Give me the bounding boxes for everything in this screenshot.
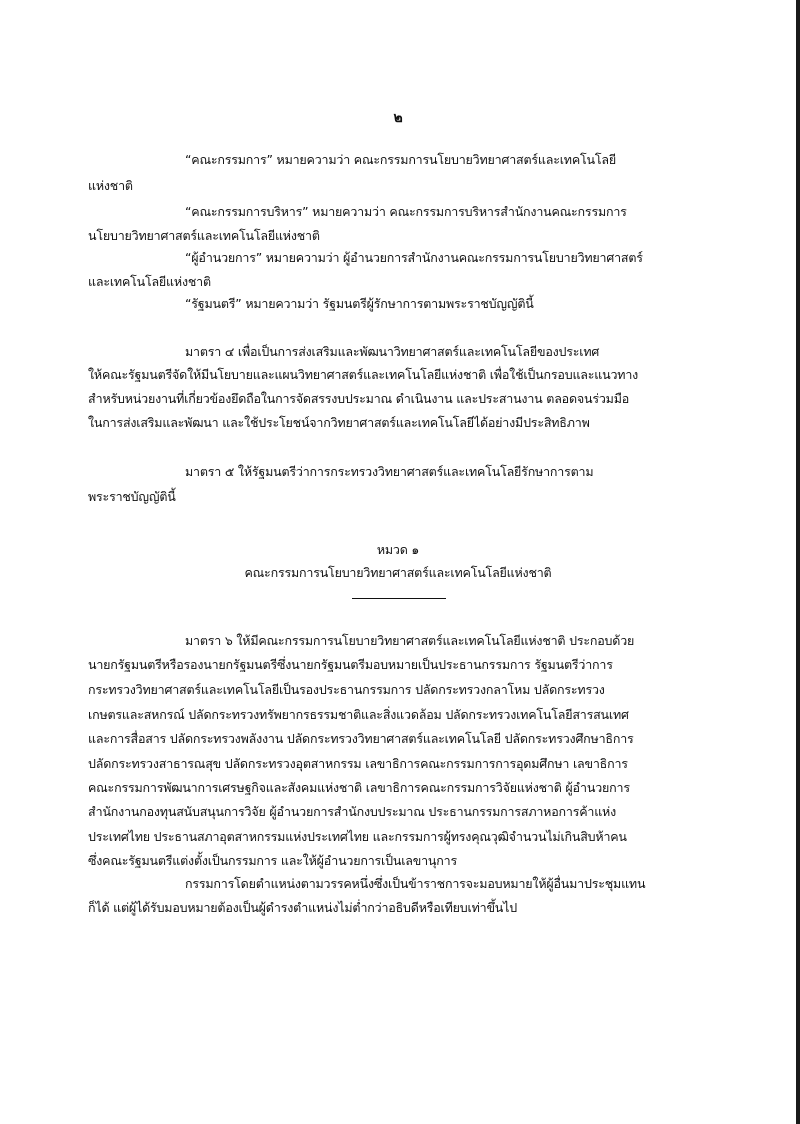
section6-line8: สำนักงานกองทุนสนับสนุนการวิจัย ผู้อำนวยการสำนักงบประมาณ ประธานกรรมการสภาหอการค้าแห่ง xyxy=(88,804,617,819)
section4-line1: มาตรา ๔ เพื่อเป็นการส่งเสริมและพัฒนาวิทยาศาสตร์และเทคโนโลยีของประเทศ xyxy=(185,344,600,359)
section6-para2-line1: กรรมการโดยตำแหน่งตามวรรคหนึ่งซึ่งเป็นข้าราชการจะมอบหมายให้ผู้อื่นมาประชุมแทน xyxy=(185,876,646,891)
definition-exec-committee-line2: นโยบายวิทยาศาสตร์และเทคโนโลยีแห่งชาติ xyxy=(88,228,320,243)
definition-committee-line2: แห่งชาติ xyxy=(88,178,133,193)
section4-line4: ในการส่งเสริมและพัฒนา และใช้ประโยชน์จากวิทยาศาสตร์และเทคโนโลยีได้อย่างมีประสิทธิภาพ xyxy=(88,415,590,430)
chapter-label: หมวด ๑ xyxy=(376,542,420,557)
chapter-divider xyxy=(352,598,446,599)
section6-line10: ซึ่งคณะรัฐมนตรีแต่งตั้งเป็นกรรมการ และให้ผู้อำนวยการเป็นเลขานุการ xyxy=(88,853,457,868)
page-edge xyxy=(796,0,800,1124)
chapter-title: คณะกรรมการนโยบายวิทยาศาสตร์และเทคโนโลยีแห่งชาติ xyxy=(244,565,552,580)
definition-exec-committee-line1: “คณะกรรมการบริหาร” หมายความว่า คณะกรรมการบริหารสำนักงานคณะกรรมการ xyxy=(185,204,627,219)
section4-line3: สำหรับหน่วยงานที่เกี่ยวข้องยึดถือในการจัดสรรงบประมาณ ดำเนินงาน และประสานงาน ตลอดจนร่วมมือ xyxy=(88,391,630,406)
section6-line9: ประเทศไทย ประธานสภาอุตสาหกรรมแห่งประเทศไทย และกรรมการผู้ทรงคุณวุฒิจำนวนไม่เกินสิบห้าคน xyxy=(88,829,627,844)
definition-minister: “รัฐมนตรี” หมายความว่า รัฐมนตรีผู้รักษาการตามพระราชบัญญัตินี้ xyxy=(185,296,534,311)
definition-director-line2: และเทคโนโลยีแห่งชาติ xyxy=(88,274,211,289)
section4-line2: ให้คณะรัฐมนตรีจัดให้มีนโยบายและแผนวิทยาศาสตร์และเทคโนโลยีแห่งชาติ เพื่อใช้เป็นกรอบและแนวทาง xyxy=(88,367,639,382)
section5-line2: พระราชบัญญัตินี้ xyxy=(88,489,176,504)
section6-line4: เกษตรและสหกรณ์ ปลัดกระทรวงทรัพยากรธรรมชาติและสิ่งแวดล้อม ปลัดกระทรวงเทคโนโลยีสารสนเทศ xyxy=(88,707,629,722)
section6-line3: กระทรวงวิทยาศาสตร์และเทคโนโลยีเป็นรองประธานกรรมการ ปลัดกระทรวงกลาโหม ปลัดกระทรวง xyxy=(88,682,605,697)
definition-committee-line1: “คณะกรรมการ” หมายความว่า คณะกรรมการนโยบายวิทยาศาสตร์และเทคโนโลยี xyxy=(185,152,616,167)
section6-line7: คณะกรรมการพัฒนาการเศรษฐกิจและสังคมแห่งชาติ เลขาธิการคณะกรรมการวิจัยแห่งชาติ ผู้อำนวยการ xyxy=(88,780,630,795)
definition-director-line1: “ผู้อำนวยการ” หมายความว่า ผู้อำนวยการสำนักงานคณะกรรมการนโยบายวิทยาศาสตร์ xyxy=(185,250,643,265)
section5-line1: มาตรา ๕ ให้รัฐมนตรีว่าการกระทรวงวิทยาศาสตร์และเทคโนโลยีรักษาการตาม xyxy=(185,464,594,479)
section6-line2: นายกรัฐมนตรีหรือรองนายกรัฐมนตรีซึ่งนายกรัฐมนตรีมอบหมายเป็นประธานกรรมการ รัฐมนตรีว่าการ xyxy=(88,657,613,672)
page-number: ๒ xyxy=(393,110,403,126)
section6-para2-line2: ก็ได้ แต่ผู้ได้รับมอบหมายต้องเป็นผู้ดำรงตำแหน่งไม่ต่ำกว่าอธิบดีหรือเทียบเท่าขึ้นไป xyxy=(88,900,517,915)
section6-line5: และการสื่อสาร ปลัดกระทรวงพลังงาน ปลัดกระทรวงวิทยาศาสตร์และเทคโนโลยี ปลัดกระทรวงศึกษาธิการ xyxy=(88,731,634,746)
section6-line1: มาตรา ๖ ให้มีคณะกรรมการนโยบายวิทยาศาสตร์และเทคโนโลยีแห่งชาติ ประกอบด้วย xyxy=(185,633,635,648)
section6-line6: ปลัดกระทรวงสาธารณสุข ปลัดกระทรวงอุตสาหกรรม เลขาธิการคณะกรรมการการอุดมศึกษา เลขาธิการ xyxy=(88,756,628,771)
